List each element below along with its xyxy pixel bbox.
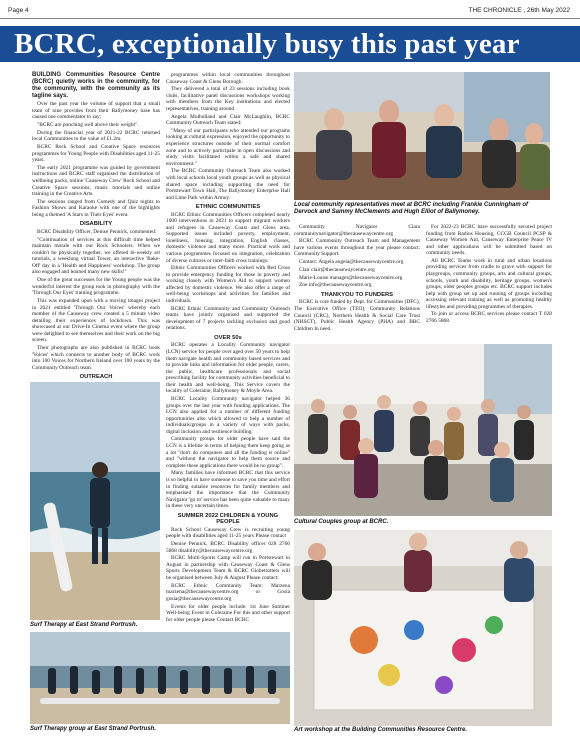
paragraph: All BCRC Teams work in rural and urban locations providing services from cradle to grave with support for playgroups, community groups, arts and cultural groups, schools, youth and disability, heritage groups, women's groups, older peoples groups etc. BCRC support includes help with group set up and running of groups including accessing relevant training as well as promoting healthy lifestyles and providing programmes of therapies.: [426, 257, 552, 310]
photo-surf-therapy-group: [30, 632, 290, 724]
caption-art-workshop: Art workshop at the Building Communities Resource Centre.: [294, 727, 468, 733]
headline: BCRC, exceptionally busy this past year: [0, 26, 580, 62]
paragraph: Clair clair@thecausewaycentre.org: [299, 266, 375, 273]
paragraph: During the financial year of 2021-22 BCRC returned local Communities to the value of £1.2m.: [32, 129, 160, 143]
paragraph: BCRC Community Outreach Team and Management have various events throughout the year please contact: Community Support:: [294, 238, 420, 258]
paragraph: Rock School Causeway Crew is recruiting young people with disabilities aged 11-25 years Please contact: [166, 526, 290, 540]
paragraph: Zoe info@thecausewaycentre.org: [299, 282, 372, 289]
paragraph: BCRC is core funded by Dept. for Communities (DFC), The Executive Office (TEO), Community Relations Council (CRC), Northern Health & Social Care Trust (NHSCT), Public Health Agency (PHA) and BBC Children In need.: [294, 299, 420, 332]
paragraph: They delivered a total of 23 sessions including book clubs, facilitative panel discussions workshops working with members from the Key institutions and elected representatives, training around: [166, 86, 290, 112]
photo-surf-therapy: [30, 382, 160, 620]
paragraph: The sessions ranged from Comedy and Quiz nights to Fashion Shows and Karaoke with one of the highlights being a themed 'A Stars in Their Eyes' event.: [32, 198, 160, 218]
paragraph: programmes within local communities throughout Causeway Coast & Glens Borough.: [166, 72, 290, 85]
paragraph: Ethnic Communities Officers worked with Red Cross to provide emergency funding for those in poverty and working closely with Women's Aid to support women affected by domestic violence. We also offer a range of well-being workshops and activities for families and individuals.: [166, 265, 290, 304]
subheading-summer: SUMMER 2022 CHILDREN & YOUNG PEOPLE: [177, 512, 279, 526]
photo-community-representatives: [294, 72, 550, 200]
article-column-1: [32, 72, 160, 381]
paragraph: One of the great successes for the Young people was the wonderful interest the group took in photography with the 'Through Our Eyes' training programme.: [32, 277, 160, 297]
paragraph: Events for older people include: 1st June Summer Well-being Event in Coleraine For this and other support for older people please Contact BCRC: [166, 603, 290, 623]
header-rule: [0, 18, 580, 19]
paragraph: Many families have informed BCRC that this service is so helpful to have someone to save you time and effort in finding suitable resources for family members and emphasised the importance that the Community Navigator 'go to' service has been quite valuable to many in these very uncertain times.: [166, 470, 290, 510]
caption-surf-therapy-group: Surf Therapy group at East Strand Portrush.: [30, 726, 157, 732]
paragraph: "Continuation of services at this difficult time helped maintain morale with our Rock Schoolers. When we couldn't be physically together, we offered bi-weekly art tutorials, a weeklong virtual Tower, an interactive 'Bake-Off' day in a 'Health and Happiness' workshop. The group also engaged and learned many new skills!": [32, 236, 160, 276]
caption-cultural-couples: Cultural Couples group at BCRC.: [294, 519, 389, 525]
subheading-thanks: THANKYOU TO FUNDERS: [320, 291, 394, 298]
paragraph: To join or access BCRC services please contact T 028 2766 5868.: [426, 311, 552, 325]
paper-dateline: THE CHRONICLE , 26th May 2022: [468, 7, 570, 14]
page-number: Page 4: [8, 7, 29, 14]
photo-cultural-couples: [294, 344, 552, 516]
paragraph: This was expanded upon with a moving images project in 2021 entitled 'Through Our Voices' whereby each member of the Causeway crew created a 5 minute video detailing their experiences of lockdown. This was showcased at our Drive-In Cinema event where the group were delighted to see themselves and their work on the big screen.: [32, 298, 160, 344]
subheading-disability: DISABILITY: [79, 221, 113, 228]
paragraph: Community Navigator Ciara communitynavigator@thecausewaycentre.org: [294, 224, 420, 237]
paragraph: Over the past year the volume of support that a small team of nine provides from their Ballymoney base has caused one commentator to say:: [32, 101, 160, 121]
paragraph: BCRC Disability Officer, Denise Pennick, commented:: [37, 228, 157, 235]
article-column-2: [166, 72, 290, 623]
subheading-ethnic: ETHNIC COMMUNITIES: [195, 204, 261, 211]
paragraph: Contact: Angela angela@thecausewaycentre.org: [299, 259, 404, 266]
paragraph: BCRC Ethnic Communities Officers completed nearly 1000 interventions in 2021 to support migrant workers and refugees in Causeway Coast and Glens area. Supported issues included poverty, employment, loneliness, housing, integration, English classes, domestic violence and many more. Practical work and various programmes focused on integration, celebration of diverse cultures or inter-faith cross trainings.: [166, 211, 290, 264]
article-column-3: [294, 224, 420, 340]
paragraph: BCRC Ethnic Community Team: Marzena marzena@thecausewaycentre.org or Gosia gosia@thecausewaycentre.org: [166, 582, 290, 602]
paragraph: "BCRC are punching well above their weight".: [37, 122, 139, 129]
paragraph: BCRC Locality Community navigator helped 36 groups over the last year with funding applications. The LCN also applied for a number of different funding opportunities also which allowed to help a number of individuals/groups in a variety of ways with packs, digital inclusion and resilience building.: [166, 396, 290, 435]
paragraph: BCRC operates a Locality Community navigator (LCN) service for people over aged over 50 years to help them navigate health and community based services and to provide links and information for older people, carers, the public, healthcare professionals and social prescribing facility for community activities beneficial to their health and well-being. This Service covers the locality of Coleraine, Ballymoney & Moyle Area.: [166, 342, 290, 395]
paragraph: BCRC Rock School and Creative Space resources programmes for Young People with Disabilities aged 11-25 years.: [32, 144, 160, 164]
paragraph: "Many of our participants who attended our programs looking at cultural expression, enjoyed the opportunity to experience structures outside of their normal comfort zone and to actively participate in open discussions and study visits facilitated within a safe and shared environment.": [166, 127, 290, 167]
paragraph: Their photographs are also published in BCRC book 'Voices' which connects to another body of BCRC work into 100 Voices for Northern Ireland over 100 years by the Community Outreach team.: [32, 345, 160, 371]
paragraph: BCRC Multi-Sports Camp will run in Portstewart in August in partnership with Causeway Coast & Glens Sports Development Team & BCRC Globetrotters will be organised between July & August Please contact:: [166, 555, 290, 581]
caption-surf-therapy: Surf Therapy at East Strand Portrush.: [30, 622, 138, 628]
paragraph: Denise Pennick, BCRC Disability officer 028 2766 5868 disability@thecausewaycentre.org: [166, 541, 290, 554]
lead-paragraph: BUILDING Communities Resource Centre (BCRC) quietly works in the community, for the community, with the community as its tagline says.: [32, 72, 160, 99]
paragraph: BCRC Ethnic Community and Community Outreach teams have jointly organised and supported the development of 7 projects tackling exclusion and good relations.: [166, 305, 290, 332]
paragraph: The BCRC Community Outreach Team also worked with local schools local youth groups as well as physical shared space including supporting the need for Portstewart Town Hall, The Ballymoney Enterprise Hall and Lime Park within Armoy.: [166, 168, 290, 201]
paragraph: Marie-Louise manager@thecausewaycentre.org: [299, 274, 403, 281]
caption-community-representatives: Local community representatives meet at BCRC including Frankie Cunningham of Dervock and Sammy McClements and Hugh Elliot of Ballymoney.: [294, 202, 529, 215]
paragraph: Angela Mulholland and Clair McLaughlin, BCRC Community Outreach Team stated:: [166, 113, 290, 127]
subheading-over50s: OVER 50s: [214, 334, 242, 341]
article-column-4: [426, 224, 552, 340]
subheading-outreach: OUTREACH: [79, 374, 113, 381]
paragraph: Community groups for older people have said the LCN is a lifeline in terms of helping them keep going as a lot "don't do computers and all the funding is online" and "without the navigator to help them source and complete these applications there would be no group".: [166, 436, 290, 469]
paragraph: The early 2021 programme was guided by government instructions and BCRC staff organised the distribution of wellbeing packs, online 'Causeway Crew' Rock School and Creative Space sessions, music tutorials and online training in the Creative Arts.: [32, 164, 160, 198]
photo-art-workshop: [294, 530, 552, 726]
paragraph: For 2022-23 BCRC have successfully secured project funding from Radius Housing, CCGB Council PCSP & Causeway Women Aid, Causeway Enterprise Peace IV and other applications will be submitted based on community needs.: [426, 224, 552, 257]
